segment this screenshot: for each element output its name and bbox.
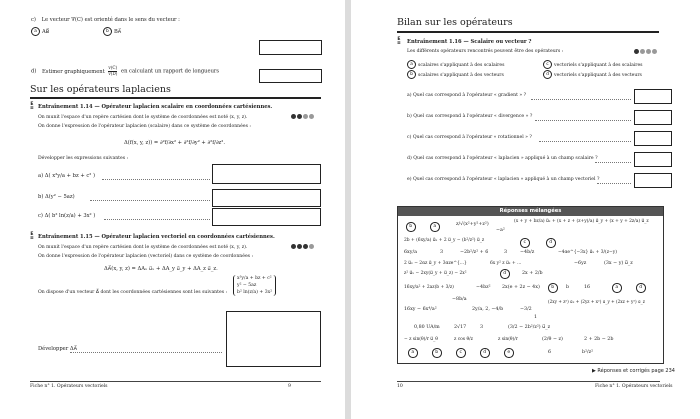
footer-title: Fiche n° 1. Opérateurs vectoriels	[30, 384, 108, 389]
answer-item: a	[430, 222, 440, 232]
answer-box-116c[interactable]	[634, 131, 672, 146]
exercise-1-14-line3: Développer les expressions suivantes :	[38, 156, 129, 161]
answer-item: 6xy/a	[404, 250, 417, 255]
answer-item: d	[636, 283, 646, 293]
exercise-1-14-title: Entraînement 1.14 — Opérateur laplacien scalaire en coordonnées cartésiennes.	[38, 104, 273, 110]
answer-item: b	[432, 348, 442, 358]
dotted-leader	[539, 141, 631, 142]
answer-item: b²/z²	[582, 350, 594, 355]
answer-item: b	[406, 222, 416, 232]
answer-item: 2 u⃗ₓ − 2αz u⃗_y + 3αze^{...}	[404, 261, 467, 266]
answer-item: −4αe^{−3x} u⃗ₓ + 3/(z−y)	[558, 250, 617, 255]
difficulty-pips	[290, 104, 314, 109]
dotted-leader	[595, 162, 631, 163]
exercise-logo: E ≡	[397, 37, 401, 46]
answer-item: −4b/z	[520, 250, 535, 255]
question-e: e) Quel cas correspond à l'opérateur « laplacien » appliqué à un champ vectoriel ?	[407, 177, 600, 182]
page-number: 10	[397, 384, 403, 389]
answer-item: 6x y² z u⃗ₓ + ...	[490, 261, 522, 266]
answer-item: 2x + 2/b	[522, 271, 543, 276]
answer-item: 3	[504, 250, 508, 255]
dotted-leader	[90, 200, 210, 201]
answer-item: d	[500, 269, 510, 279]
answer-box-116a[interactable]	[634, 89, 672, 104]
answer-item: a	[408, 348, 418, 358]
answer-item: (3x − y) u⃗_z	[604, 261, 633, 266]
answer-item: c	[456, 348, 466, 358]
exercise-1-16-intro: Les différents opérateurs rencontrés peuvent être des opérateurs :	[407, 49, 564, 54]
answer-item: a	[612, 283, 622, 293]
option-a: a scalaires s'appliquant à des scalaires	[407, 60, 504, 69]
exercise-logo: E ≡	[30, 102, 34, 111]
answer-item: 2√17	[454, 325, 467, 330]
answer-item: −3/2	[520, 307, 532, 312]
answer-item: −4bz²	[476, 285, 491, 290]
question-d: d) Quel cas correspond à l'opérateur « laplacien » appliqué à un champ scalaire ?	[407, 156, 598, 161]
answer-item: −a²	[496, 228, 505, 233]
exercise-1-15-line4: Développer ΔA⃗	[38, 346, 78, 352]
option-a-circle[interactable]: a	[31, 27, 40, 36]
section-rule	[397, 31, 659, 33]
answer-item: − z sin(θ)/r u⃗_θ	[404, 337, 438, 342]
footer-rule	[397, 381, 660, 382]
exercise-1-15-title: Entraînement 1.15 — Opérateur laplacien vectoriel en coordonnées cartésiennes.	[38, 234, 275, 240]
dotted-leader	[597, 183, 631, 184]
answer-item: d	[546, 238, 556, 248]
answer-item: (x + y + bz/a) u⃗ₓ + (x + z + (z+y)/a) u⃗_y + (x + y + 2z/a) u⃗_z	[514, 219, 649, 224]
answer-item: z cos θ/z	[454, 337, 473, 342]
answer-box-114a[interactable]	[212, 164, 321, 184]
ex114-item-b: b) Δ(y² − 5az)	[38, 194, 75, 200]
answer-item: b	[548, 283, 558, 293]
vector-a-coordinates: x³y/a + bz + c² y² − 5az b² ln(z/a) + 3x²	[233, 275, 276, 296]
option-b-vector: BA⃗	[113, 29, 122, 35]
answer-item: d	[480, 348, 490, 358]
answer-item: z² u⃗ₓ − 2xy(u⃗_y + u⃗_z) − 2x²	[404, 271, 467, 276]
laplacian-scalar-formula: Δ(f(x, y, z)) = ∂²f/∂x² + ∂²f/∂y² + ∂²f/∂z².	[124, 140, 226, 146]
option-a-vector: AB⃗	[42, 29, 50, 35]
answer-item: c	[520, 238, 530, 248]
answer-box-114c[interactable]	[212, 208, 321, 226]
dotted-leader	[535, 120, 631, 121]
answer-item: e	[504, 348, 514, 358]
answer-box-116e[interactable]	[634, 173, 672, 188]
section-title-laplaciens: Sur les opérateurs laplaciens	[30, 84, 171, 95]
answer-box-116b[interactable]	[634, 110, 672, 125]
question-b: b) Quel cas correspond à l'opérateur « divergence » ?	[407, 114, 533, 119]
answer-item: (3/2 − 2b²/z²) u⃗_z	[508, 325, 551, 330]
answer-box-c[interactable]	[259, 40, 322, 55]
dotted-leader	[102, 179, 210, 180]
answer-item: 16	[584, 285, 591, 290]
dotted-leader	[531, 99, 631, 100]
answer-item: 6	[548, 350, 552, 355]
difficulty-pips	[633, 39, 657, 44]
answer-item: z/√(x²+y²+z²)	[456, 222, 489, 227]
exercise-1-16-title: Entraînement 1.16 — Scalaire ou vecteur ?	[407, 39, 532, 45]
answer-item: 2x(e + 2z − 4x)	[502, 285, 540, 290]
exercise-1-15-line1: On munit l'espace d'un repère cartésien dont le système de coordonnées est noté (x, y, z).	[38, 245, 248, 250]
left-page	[0, 0, 345, 419]
ex114-item-a: a) Δ( x³y/a + bz + c² )	[38, 173, 95, 179]
difficulty-pips	[290, 234, 314, 239]
question-c: c) Le vecteur ∇(C) est orienté dans le sens du vecteur :	[31, 17, 180, 23]
answer-box-116d[interactable]	[634, 152, 672, 167]
dotted-leader	[104, 219, 210, 220]
answer-item: 3	[440, 250, 444, 255]
answer-item: 0,80 UA/m	[414, 325, 440, 330]
answer-item: −6yz	[574, 261, 587, 266]
answer-item: 2y/a, 2, −4/b	[472, 307, 504, 312]
exercise-logo: E ≡	[30, 232, 34, 241]
answers-page-reference[interactable]: ▶ Réponses et corrigés page 234	[592, 368, 675, 374]
question-a: a) Quel cas correspond à l'opérateur « gradient » ?	[407, 93, 527, 98]
option-b: b scalaires s'appliquant à des vecteurs	[407, 70, 504, 79]
ex114-item-c: c) Δ( b² ln(z/a) + 3x² )	[38, 213, 96, 219]
mixed-answers-header: Réponses mélangées	[398, 207, 663, 216]
answer-box-115[interactable]	[226, 311, 321, 367]
answer-item: b	[566, 285, 570, 290]
option-b-circle[interactable]: b	[103, 27, 112, 36]
footer-rule	[30, 381, 321, 382]
section-rule	[30, 97, 321, 99]
answer-item: −8b/a	[452, 297, 467, 302]
question-d: d) Estimer graphiquement $\frac{v(C)}{v(D)}$ en calculant un rapport de longueurs	[31, 65, 220, 76]
answer-item: (2/θ − z)	[542, 337, 563, 342]
question-c: c) Quel cas correspond à l'opérateur « rotationnel » ?	[407, 135, 532, 140]
exercise-1-14-line2: On donne l'expression de l'opérateur laplacien (scalaire) dans ce système de coordonnées :	[38, 124, 251, 129]
footer-title: Fiche n° 1. Opérateurs vectoriels	[595, 384, 673, 389]
answer-item: 16xy/a² + 2az(b + 3/z)	[404, 285, 454, 290]
page-number: 9	[288, 384, 291, 389]
laplacian-vector-formula: ΔA⃗(x, y, z) = ΔAₓ u⃗ₓ + ΔA_y u⃗_y + ΔA_z u⃗_z.	[104, 266, 218, 272]
option-c: c vectoriels s'appliquant à des scalaires	[543, 60, 643, 69]
exercise-1-14-line1: On munit l'espace d'un repère cartésien dont le système de coordonnées est noté (x, y, z).	[38, 115, 248, 120]
question-c-options	[31, 27, 121, 36]
answer-box-d[interactable]	[259, 69, 322, 83]
dotted-leader	[70, 352, 222, 353]
answer-item: 16xy − 6x⁴/a²	[404, 307, 437, 312]
section-title-bilan: Bilan sur les opérateurs	[397, 17, 513, 28]
exercise-1-15-line2: On donne l'expression de l'opérateur laplacien (vectoriel) dans ce système de coordonnées :	[38, 254, 254, 259]
answer-item: 3	[480, 325, 484, 330]
answer-item: 2b + (6xy/a) u⃗ₓ + 2 u⃗_y − (b²/z²) u⃗_z	[404, 238, 485, 243]
ratio-fraction: $\frac{v(C)}{v(D)}$	[108, 65, 118, 76]
answer-item: z sin(θ)/r	[498, 337, 518, 342]
mixed-answers-box	[397, 206, 664, 364]
answer-item: (2xy + z²) u⃗ₓ + (2yz + x²) u⃗_y + (2xz + y²) u⃗_z	[548, 299, 645, 304]
answer-item: 2 + 2b − 2b	[584, 337, 614, 342]
right-page	[351, 0, 700, 419]
answer-item: −2b²/z² + 6	[460, 250, 489, 255]
answer-item: 1	[534, 315, 538, 320]
answer-box-114b[interactable]	[212, 189, 321, 207]
option-d: d vectoriels s'appliquant à des vecteurs	[543, 70, 642, 79]
exercise-1-15-line3: On dispose d'un vecteur A⃗ dont les coordonnées cartésiennes sont les suivantes :	[38, 290, 228, 295]
